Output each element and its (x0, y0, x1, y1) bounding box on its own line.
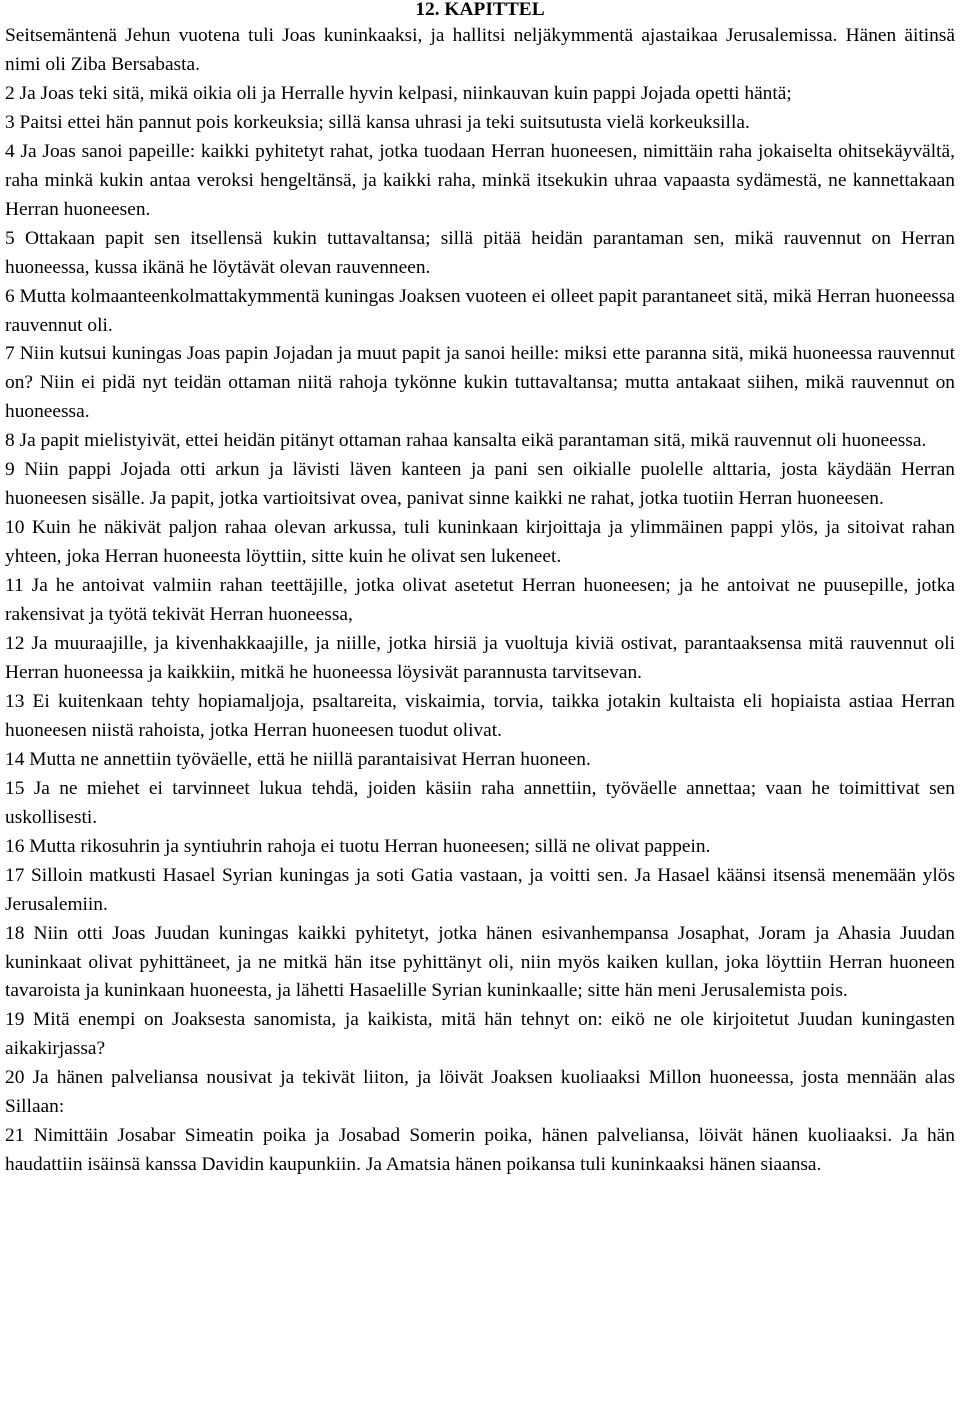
verse-8: 8 Ja papit mielistyivät, ettei heidän pitänyt ottaman rahaa kansalta eikä parantaman sitä, mikä rauvennut oli huoneessa. (5, 430, 927, 452)
verse-9: 9 Niin pappi Jojada otti arkun ja lävisti läven kanteen ja pani sen oikialle puolelle alttaria, josta käydään Herran huoneesen sisälle. Ja papit, jotka vartioitsivat ovea, panivat sinne kaikki ne rahat, jotka tuotiin Herran huoneesen. (5, 459, 955, 510)
verse-20: 20 Ja hänen palveliansa nousivat ja tekivät liiton, ja löivät Joaksen kuoliaaksi Millon huoneessa, josta mennään alas Sillaan: (5, 1067, 955, 1118)
verse-21: 21 Nimittäin Josabar Simeatin poika ja Josabad Somerin poika, hänen palveliansa, löivät hänen kuoliaaksi. Ja hän haudattiin isäinsä kanssa Davidin kaupunkiin. Ja Amatsia hänen poikansa tuli kuninkaaksi hänen siaansa. (5, 1125, 955, 1176)
verse-11: 11 Ja he antoivat valmiin rahan teettäjille, jotka olivat asetetut Herran huoneesen; ja he antoivat ne puusepille, jotka rakensivat ja työtä tekivät Herran huoneessa, (5, 575, 955, 626)
verse-10: 10 Kuin he näkivät paljon rahaa olevan arkussa, tuli kuninkaan kirjoittaja ja ylimmäinen pappi ylös, ja sitoivat rahan yhteen, joka Herran huoneesta löyttiin, sitte kuin he olivat sen lukeneet. (5, 517, 955, 568)
verse-12: 12 Ja muuraajille, ja kivenhakkaajille, ja niille, jotka hirsiä ja vuoltuja kiviä ostivat, parantaaksensa mitä rauvennut oli Herran huoneessa ja kaikkiin, mitkä he huoneessa löysivät parannusta tarvitsevan. (5, 633, 955, 683)
chapter-title: 12. KAPITTEL (415, 0, 545, 20)
verse-3: 3 Paitsi ettei hän pannut pois korkeuksia; sillä kansa uhrasi ja teki suitsutusta vielä korkeuksilla. (5, 111, 750, 133)
verse-13: 13 Ei kuitenkaan tehty hopiamaljoja, psaltareita, viskaimia, torvia, taikka jotakin kultaista eli hopiaista astiaa Herran huoneesen niistä rahoista, jotka Herran huoneesen tuodut olivat. (5, 690, 955, 741)
verse-14: 14 Mutta ne annettiin työväelle, että he niillä parantaisivat Herran huoneen. (5, 748, 591, 770)
verse-17: 17 Silloin matkusti Hasael Syrian kuningas ja soti Gatia vastaan, ja voitti sen. Ja Hasael käänsi itsensä menemään ylös Jerusalemiin. (5, 864, 955, 915)
verse-7: 7 Niin kutsui kuningas Joas papin Jojadan ja muut papit ja sanoi heille: miksi ette paranna sitä, mikä huoneessa rauvennut on? Niin ei pidä nyt teidän ottaman niitä rahoja tykönne kukin tuttavaltansa; mutta antakaat siihen, mikä rauvennut on huoneessa. (5, 343, 955, 423)
verse-1: Seitsemäntenä Jehun vuotena tuli Joas kuninkaaksi, ja hallitsi neljäkymmentä ajastaikaa Jerusalemissa. Hänen äitinsä nimi oli Ziba Bersabasta. (5, 25, 955, 75)
verse-19: 19 Mitä enempi on Joaksesta sanomista, ja kaikista, mitä hän tehnyt on: eikö ne ole kirjoitetut Juudan kuningasten aikakirjassa? (5, 1009, 955, 1060)
verse-2: 2 Ja Joas teki sitä, mikä oikia oli ja Herralle hyvin kelpasi, niinkauvan kuin pappi Jojada opetti häntä; (5, 82, 792, 104)
verse-6: 6 Mutta kolmaanteenkolmattakymmentä kuningas Joaksen vuoteen ei olleet papit parantaneet sitä, mikä Herran huoneessa rauvennut oli. (5, 285, 955, 336)
verse-16: 16 Mutta rikosuhrin ja syntiuhrin rahoja ei tuotu Herran huoneesen; sillä ne olivat pappein. (5, 835, 711, 857)
verse-5: 5 Ottakaan papit sen itsellensä kukin tuttavaltansa; sillä pitää heidän parantaman sen, mikä rauvennut on Herran huoneessa, kussa ikänä he löytävät olevan rauvenneen. (5, 227, 955, 278)
verse-4: 4 Ja Joas sanoi papeille: kaikki pyhitetyt rahat, jotka tuodaan Herran huoneesen, nimittäin raha jokaiselta ohitsekäyvältä, raha minkä kukin antaa veroksi hengeltänsä, ja kaikki raha, minkä itsekukin uhraa vapaasta sydämestä, ne kannettakaan Herran huoneesen. (5, 140, 955, 220)
verse-18: 18 Niin otti Joas Juudan kuningas kaikki pyhitetyt, jotka hänen esivanhempansa Josaphat, Joram ja Ahasia Juudan kuninkaat olivat pyhittäneet, ja ne mitkä hän itse pyhittänyt oli, niin myös kaiken kullan, joka löyttiin Herran huoneen tavaroista ja kuninkaan huoneesta, ja lähetti Hasaelille Syrian kuninkaalle; sitte hän meni Jerusalemista pois. (5, 922, 955, 1002)
verse-15: 15 Ja ne miehet ei tarvinneet lukua tehdä, joiden käsiin raha annettiin, työväelle annettaa; vaan he toimittivat sen uskollisesti. (5, 777, 955, 828)
verse-list (5, 22, 955, 1180)
